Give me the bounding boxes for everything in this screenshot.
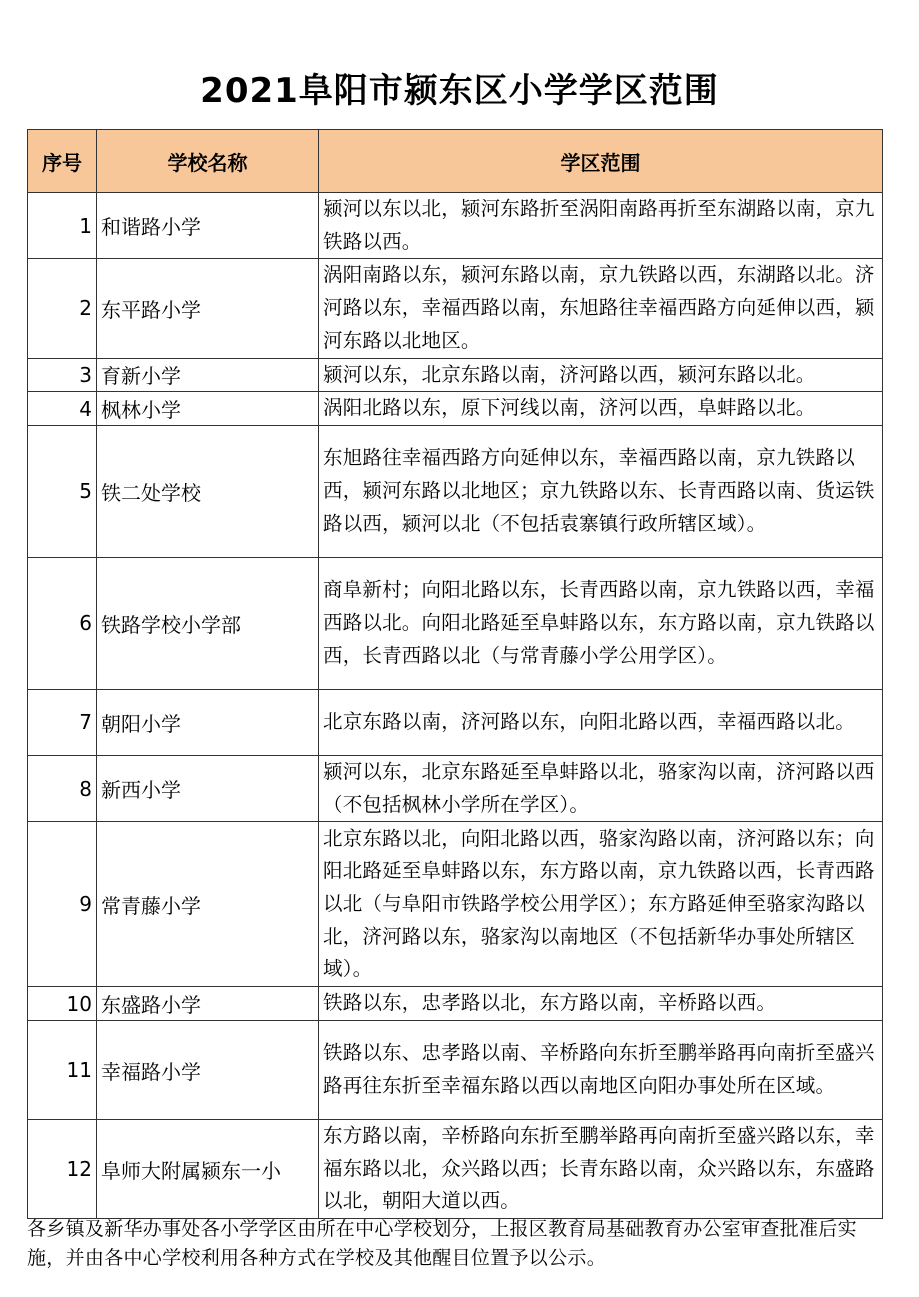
row-range: 东旭路往幸福西路方向延伸以东，幸福西路以南，京九铁路以西，颍河东路以北地区；京九铁路以东、长青西路以南、货运铁路以西，颍河以北（不包括袁寨镇行政所辖区域）。 [319, 425, 883, 557]
row-range: 涡阳北路以东，原下河线以南，济河以西，阜蚌路以北。 [319, 392, 883, 426]
row-range: 北京东路以南，济河路以东，向阳北路以西，幸福西路以北。 [319, 689, 883, 755]
row-range: 铁路以东，忠孝路以北，东方路以南，辛桥路以西。 [319, 987, 883, 1021]
header-school: 学校名称 [97, 130, 319, 193]
row-range: 商阜新村；向阳北路以东，长青西路以南，京九铁路以西，幸福西路以北。向阳北路延至阜蚌路以东，东方路以南，京九铁路以西，长青西路以北（与常青藤小学公用学区）。 [319, 557, 883, 689]
table-row [28, 557, 883, 689]
row-school: 常青藤小学 [97, 822, 319, 987]
row-num: 7 [28, 689, 97, 755]
table-row [28, 259, 883, 358]
row-num: 2 [28, 259, 97, 358]
table-row [28, 755, 883, 821]
row-school: 东平路小学 [97, 259, 319, 358]
row-school: 新西小学 [97, 755, 319, 821]
footnote: 各乡镇及新华办事处各小学学区由所在中心学校划分，上报区教育局基础教育办公室审查批准后实施，并由各中心学校利用各种方式在学校及其他醒目位置予以公示。 [27, 1218, 857, 1269]
table-row [28, 987, 883, 1021]
row-num: 6 [28, 557, 97, 689]
table-header-row [28, 130, 883, 193]
row-num: 4 [28, 392, 97, 426]
row-school: 育新小学 [97, 358, 319, 392]
row-num: 11 [28, 1021, 97, 1120]
row-range: 涡阳南路以东，颍河东路以南，京九铁路以西，东湖路以北。济河路以东，幸福西路以南，东旭路往幸福西路方向延伸以西，颍河东路以北地区。 [319, 259, 883, 358]
school-district-table [27, 129, 883, 1219]
row-num: 9 [28, 822, 97, 987]
table-row [28, 358, 883, 392]
row-school: 阜师大附属颍东一小 [97, 1120, 319, 1219]
row-num: 1 [28, 193, 97, 259]
table-row [28, 193, 883, 259]
row-num: 3 [28, 358, 97, 392]
table-row [28, 425, 883, 557]
table-row [28, 1021, 883, 1120]
row-school: 朝阳小学 [97, 689, 319, 755]
row-school: 和谐路小学 [97, 193, 319, 259]
page-title: 2021阜阳市颍东区小学学区范围 [200, 71, 719, 111]
row-range: 东方路以南，辛桥路向东折至鹏举路再向南折至盛兴路以东，幸福东路以北，众兴路以西；长青东路以南，众兴路以东，东盛路以北，朝阳大道以西。 [319, 1120, 883, 1219]
row-range: 铁路以东、忠孝路以南、辛桥路向东折至鹏举路再向南折至盛兴路再往东折至幸福东路以西以南地区向阳办事处所在区域。 [319, 1021, 883, 1120]
header-num: 序号 [28, 130, 97, 193]
row-num: 10 [28, 987, 97, 1021]
table-row [28, 822, 883, 987]
table-row [28, 689, 883, 755]
row-range: 颍河以东以北，颍河东路折至涡阳南路再折至东湖路以南，京九铁路以西。 [319, 193, 883, 259]
table-row [28, 1120, 883, 1219]
header-range: 学区范围 [319, 130, 883, 193]
row-num: 5 [28, 425, 97, 557]
row-range: 颍河以东，北京东路延至阜蚌路以北，骆家沟以南，济河路以西（不包括枫林小学所在学区）。 [319, 755, 883, 821]
table-row [28, 392, 883, 426]
row-school: 铁二处学校 [97, 425, 319, 557]
row-school: 幸福路小学 [97, 1021, 319, 1120]
row-num: 12 [28, 1120, 97, 1219]
row-school: 东盛路小学 [97, 987, 319, 1021]
row-range: 北京东路以北，向阳北路以西，骆家沟路以南，济河路以东；向阳北路延至阜蚌路以东，东方路以南，京九铁路以西，长青西路以北（与阜阳市铁路学校公用学区）；东方路延伸至骆家沟路以北，济河路以东，骆家沟以南地区（不包括新华办事处所辖区域）。 [319, 822, 883, 987]
row-school: 铁路学校小学部 [97, 557, 319, 689]
row-school: 枫林小学 [97, 392, 319, 426]
row-num: 8 [28, 755, 97, 821]
row-range: 颍河以东，北京东路以南，济河路以西，颍河东路以北。 [319, 358, 883, 392]
